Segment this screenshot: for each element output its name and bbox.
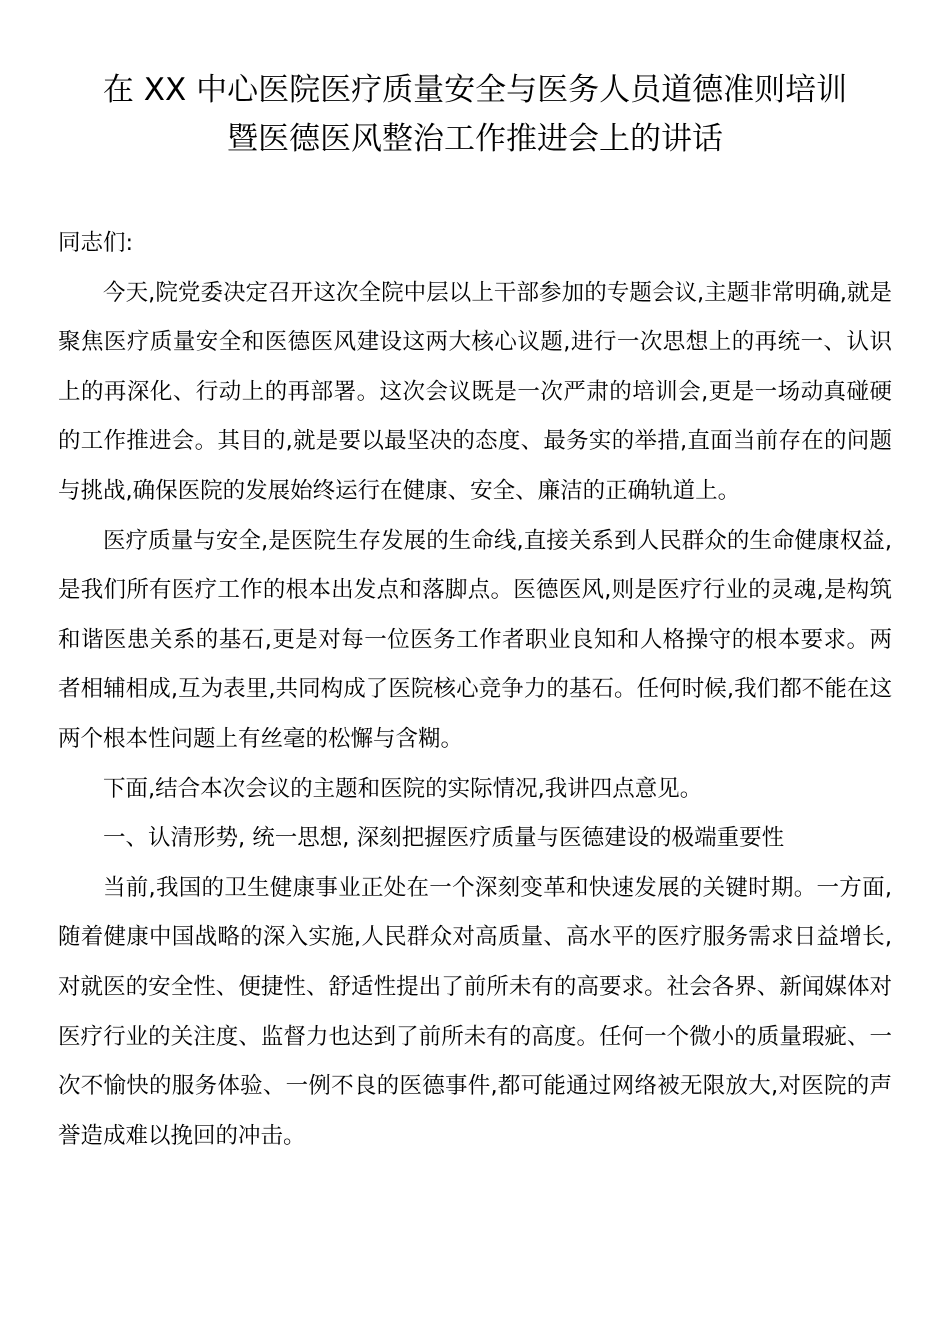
title-line-2: 暨医德医风整治工作推进会上的讲话 — [227, 121, 723, 157]
paragraph-current-situation: 当前,我国的卫生健康事业正处在一个深刻变革和快速发展的关键时期。一方面,随着健康中国战略的深入实施,人民群众对高质量、高水平的医疗服务需求日益增长,对就医的安全性、便捷性、舒适性提出了前所未有的高要求。社会各界、新闻媒体对医疗行业的关注度、监督力也达到了前所未有的高度。任何一个微小的质量瑕疵、一次不愉快的服务体验、一例不良的医德事件,都可能通过网络被无限放大,对医院的声誉造成难以挽回的冲击。 — [58, 874, 892, 1149]
document-title — [58, 66, 892, 164]
section-heading-1: 一、认清形势, 统一思想, 深刻把握医疗质量与医德建设的极端重要性 — [103, 825, 785, 852]
paragraph-quality-safety: 医疗质量与安全,是医院生存发展的生命线,直接关系到人民群众的生命健康权益,是我们所有医疗工作的根本出发点和落脚点。医德医风,则是医疗行业的灵魂,是构筑和谐医患关系的基石,更是对每一位医务工作者职业良知和人格操守的根本要求。两者相辅相成,互为表里,共同构成了医院核心竞争力的基石。任何时候,我们都不能在这两个根本性问题上有丝毫的松懈与含糊。 — [58, 527, 892, 752]
salutation: 同志们: — [58, 230, 134, 256]
paragraph-opening: 今天,院党委决定召开这次全院中层以上干部参加的专题会议,主题非常明确,就是聚焦医疗质量安全和医德医风建设这两大核心议题,进行一次思想上的再统一、认识上的再深化、行动上的再部署。这次会议既是一次严肃的培训会,更是一场动真碰硬的工作推进会。其目的,就是要以最坚决的态度、最务实的举措,直面当前存在的问题与挑战,确保医院的发展始终运行在健康、安全、廉洁的正确轨道上。 — [58, 279, 892, 504]
title-line-1: 在 XX 中心医院医疗质量安全与医务人员道德准则培训 — [102, 72, 848, 108]
document-body — [58, 219, 892, 1161]
paragraph-four-points: 下面,结合本次会议的主题和医院的实际情况,我讲四点意见。 — [103, 775, 703, 802]
